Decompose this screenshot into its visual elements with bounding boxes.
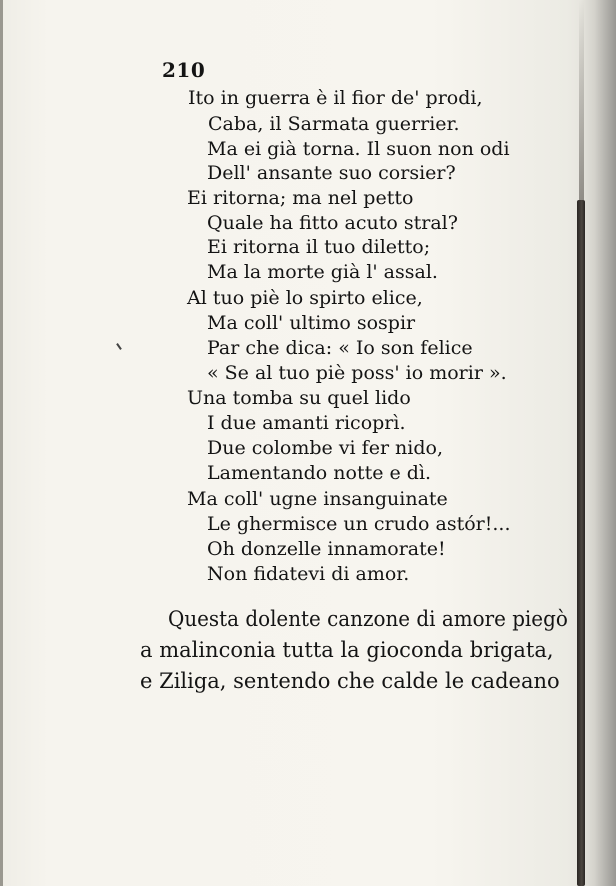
page-gutter-shadow [580, 0, 616, 886]
poem-line: Due colombe vi fer nido, [207, 437, 444, 459]
poem-line: Lamentando notte e dì. [207, 462, 432, 484]
poem-line: Ma ei già torna. Il suon non odi [207, 138, 510, 160]
poem-line: Ma coll' ugne insanguinate [187, 488, 448, 510]
poem-line: Ma la morte già l' assal. [207, 261, 438, 283]
poem-line: Le ghermisce un crudo astór!... [207, 513, 511, 535]
poem-line: Ito in guerra è il fior de' prodi, [188, 87, 483, 109]
prose-line: a malinconia tutta la gioconda brigata, [140, 638, 554, 662]
poem-line: Caba, il Sarmata guerrier. [208, 113, 460, 135]
page-left-edge [0, 0, 3, 886]
prose-line: e Ziliga, sentendo che calde le cadeano [140, 669, 560, 693]
poem-line: I due amanti ricoprì. [207, 412, 406, 434]
poem-line: Al tuo piè lo spirto elice, [187, 287, 423, 309]
ink-speck [116, 343, 122, 350]
poem-line: Quale ha fitto acuto stral? [207, 212, 458, 234]
poem-line: Ei ritorna il tuo diletto; [207, 236, 431, 258]
poem-line: Oh donzelle innamorate! [207, 538, 446, 560]
page-number: 210 [162, 58, 206, 82]
prose-line: Questa dolente canzone di amore piegò [168, 607, 568, 631]
poem-line: Non fidatevi di amor. [207, 563, 410, 585]
poem-line: Dell' ansante suo corsier? [207, 162, 456, 184]
poem-line: Par che dica: « Io son felice [207, 337, 473, 359]
poem-line: Ma coll' ultimo sospir [207, 312, 416, 334]
poem-line: « Se al tuo piè poss' io morir ». [207, 362, 507, 384]
poem-line: Una tomba su quel lido [187, 387, 411, 409]
poem-line: Ei ritorna; ma nel petto [187, 187, 414, 209]
